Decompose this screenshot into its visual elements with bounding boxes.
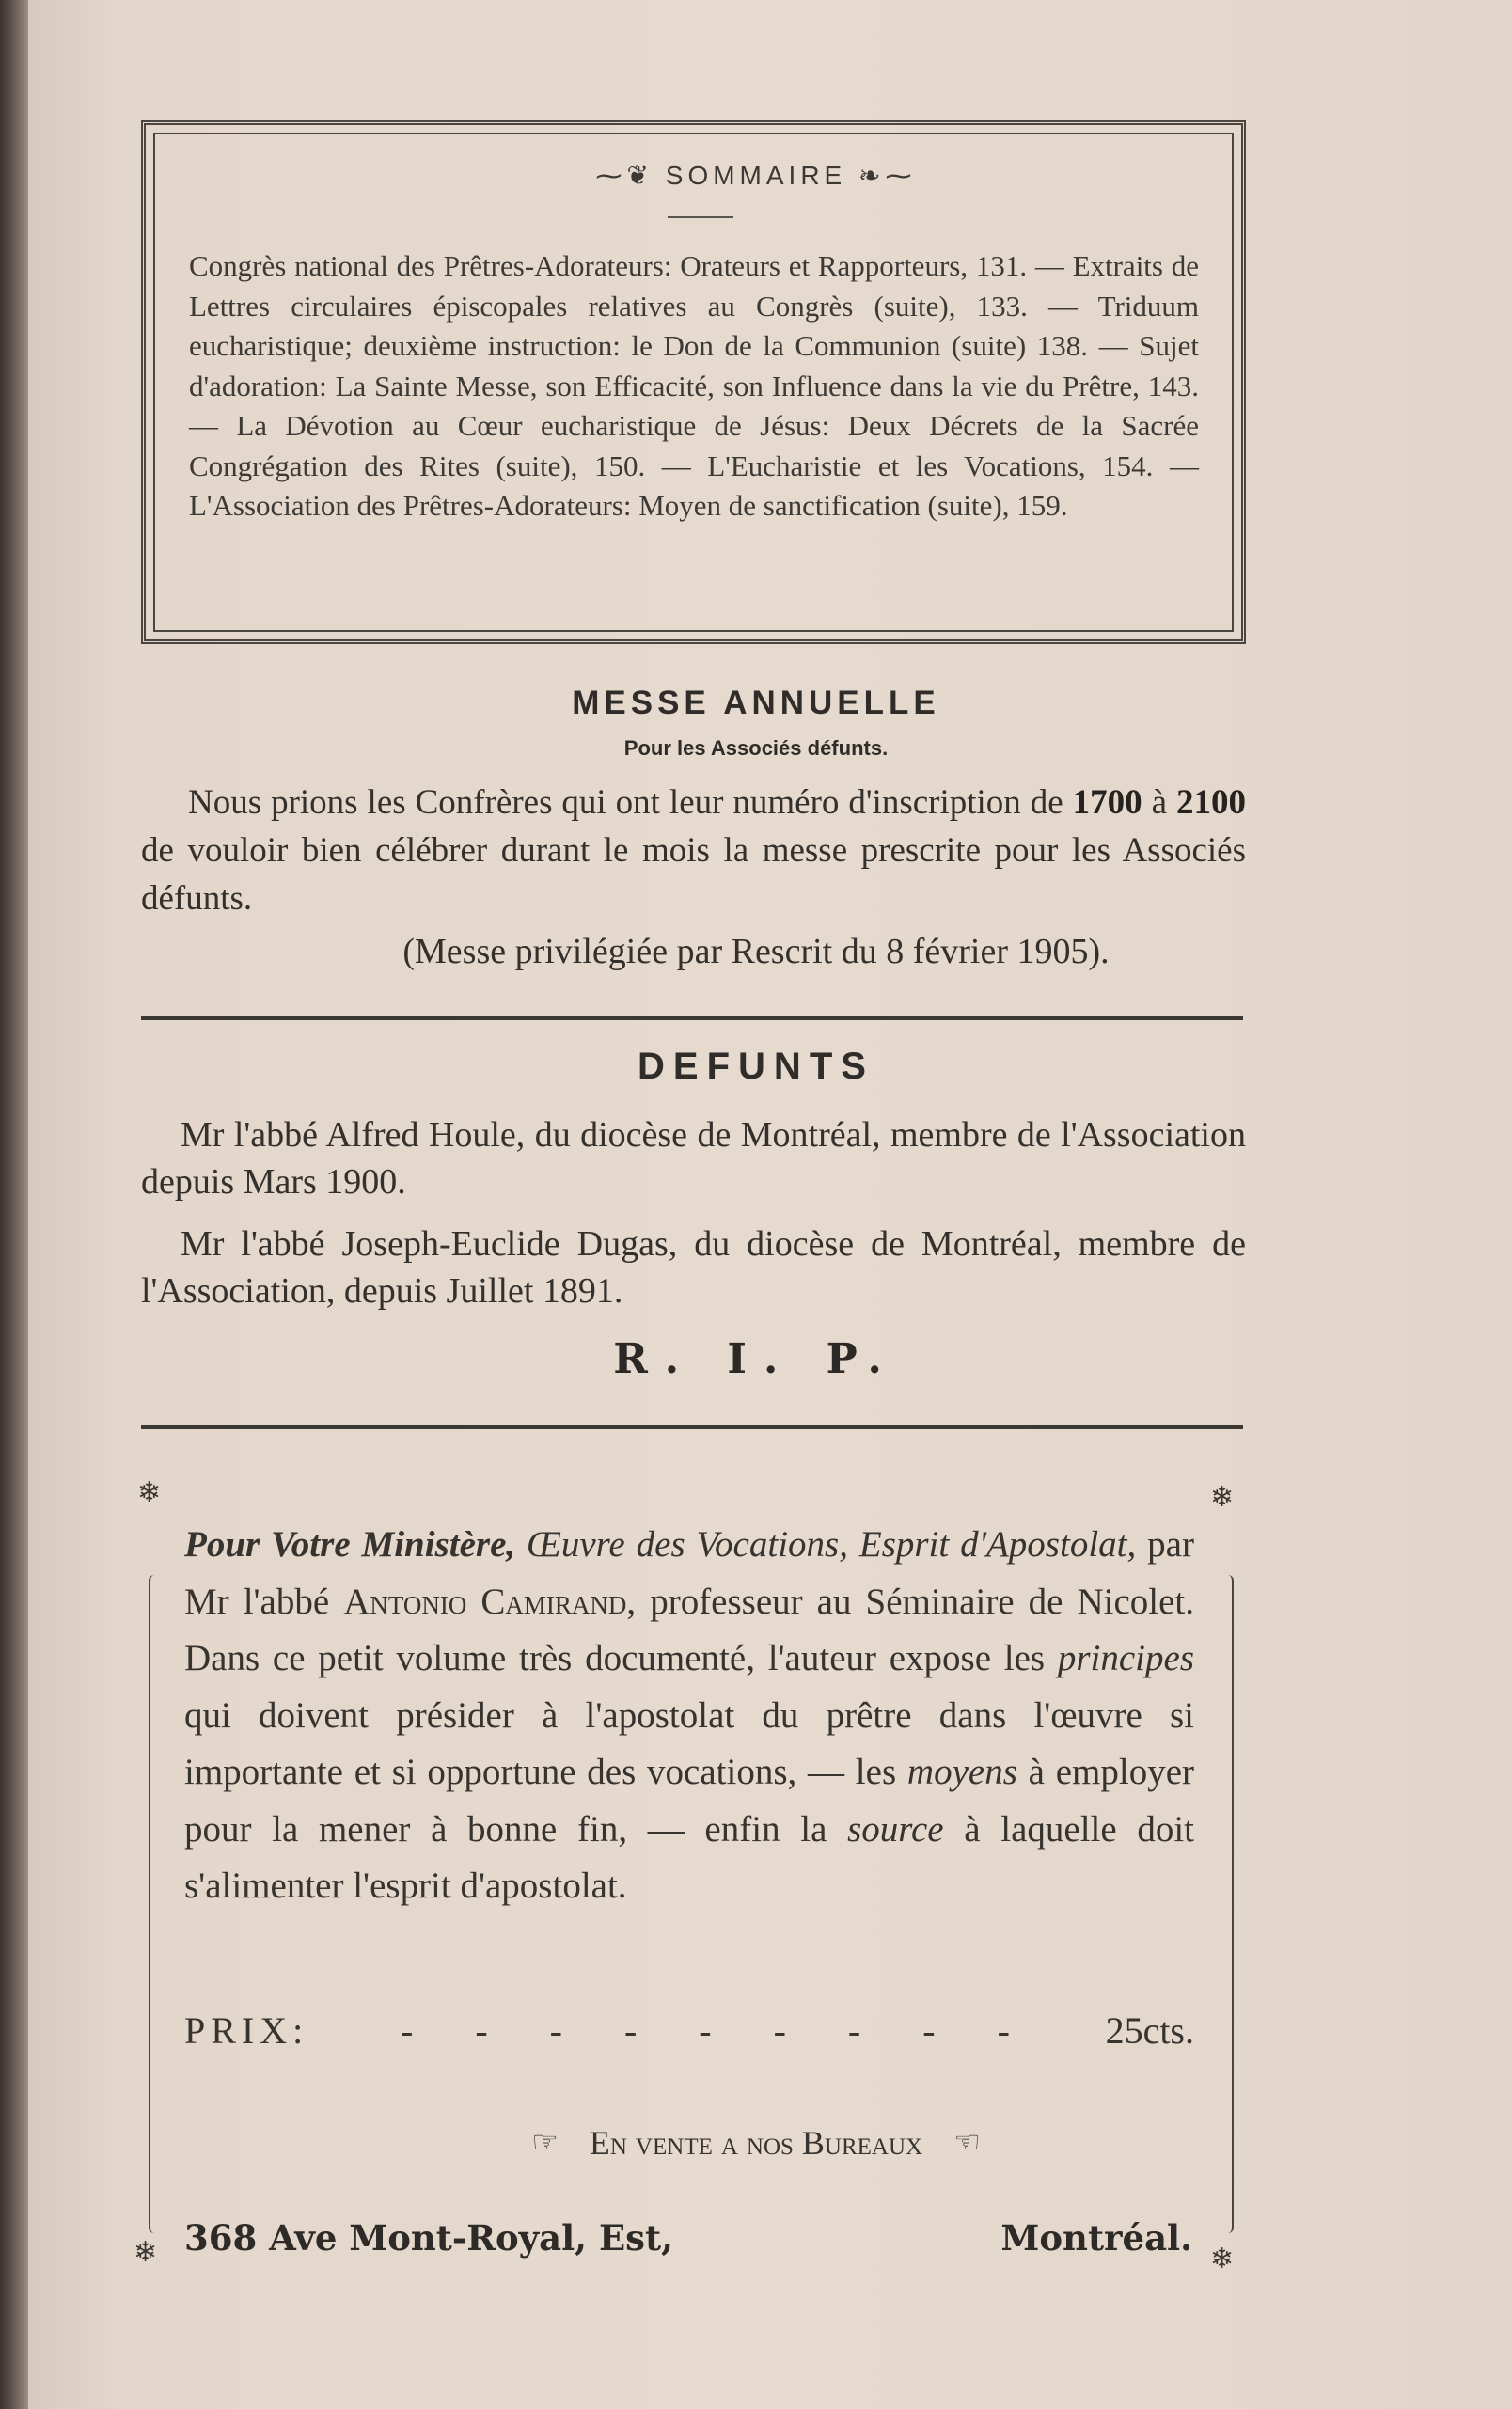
sommaire-text: Congrès national des Prêtres-Adorateurs: Orateurs et Rapporteurs, 131. — Extraits de Lettres circulaires épiscopales relatives au Congrès (suite), 133. — Triduum eucharistique; deuxième instruction: le Don de la Communion (suite) 138. — Sujet d'adoration: La Sainte Messe, son Efficacité, son Influence dans la vie du Prêtre, 143. — La Dévotion au Cœur eucharistique de Jésus: Deux Décrets de la Sacrée Congrégation des Rites (suite), 150. — L'Eucharistie et les Vocations, 154. — L'Association des Prêtres-Adorateurs: Moyen de sanctification (suite), 159. — [189, 249, 1199, 522]
vente-text: En vente a nos Bureaux — [589, 2124, 923, 2162]
price-label: PRIX: — [184, 2009, 309, 2052]
author-name: Antonio Camirand, — [343, 1581, 637, 1622]
flourish-left-icon: ⁓❦ — [595, 161, 654, 190]
address: 368 Ave Mont-Royal, Est, — [184, 2217, 673, 2259]
pointing-hand-right-icon: ☞ — [531, 2125, 559, 2159]
flourish-right-icon: ❧⁓ — [858, 161, 917, 190]
price-value: 25cts. — [1105, 2009, 1194, 2052]
ad-paragraph — [184, 1517, 1194, 1915]
sommaire-heading — [0, 160, 1512, 191]
price-row — [184, 2008, 1194, 2065]
sommaire-title: SOMMAIRE — [665, 161, 847, 190]
messe-title: MESSE ANNUELLE — [572, 685, 940, 721]
ad-emphasis: source — [847, 1808, 944, 1850]
rip: R. I. P. — [613, 1335, 899, 1383]
vente-row — [0, 2123, 1512, 2163]
ad-text-1: professeur au Séminaire de Nicolet. Dans ce petit volume très documenté, l'auteur expose les — [184, 1581, 1195, 1678]
messe-text-1: Nous prions les Confrères qui ont leur numéro d'inscription de — [188, 783, 1063, 822]
book-title: Pour Votre Ministère, — [184, 1524, 516, 1565]
ad-by: par Mr l'abbé — [184, 1524, 1194, 1622]
ad-text-4: à laquelle doit s'alimenter l'esprit d'apostolat. — [184, 1808, 1195, 1906]
defunt-entry: Mr l'abbé Joseph-Euclide Dugas, du diocèse de Montréal, membre de l'Association, depuis Juillet 1891. — [141, 1224, 1246, 1311]
snowflake-ornament-icon: ❄ — [1210, 2244, 1235, 2275]
ad-text-3: à employer pour la mener à bonne fin, — enfin la — [184, 1752, 1194, 1850]
snowflake-ornament-icon: ❄ — [1210, 1482, 1235, 1513]
messe-number-to: 2100 — [1176, 783, 1247, 822]
snowflake-ornament-icon: ❄ — [134, 2237, 158, 2268]
defunts-title: DEFUNTS — [638, 1046, 874, 1087]
price-leader: - - - - - - - - - — [401, 2009, 1036, 2052]
messe-note: (Messe privilégiée par Rescrit du 8 février 1905). — [402, 932, 1110, 971]
ad-emphasis: moyens — [906, 1752, 1017, 1792]
snowflake-ornament-icon: ❄ — [137, 1477, 162, 1508]
messe-text-3: de vouloir bien célébrer durant le mois la messe prescrite pour les Associés défunts. — [141, 831, 1246, 918]
book-gutter — [0, 0, 28, 2409]
city: Montréal. — [1000, 2217, 1192, 2259]
messe-number-from: 1700 — [1072, 783, 1142, 822]
pointing-hand-left-icon: ☜ — [953, 2125, 981, 2159]
section-divider — [141, 1425, 1243, 1429]
messe-text-2: à — [1151, 783, 1168, 822]
messe-subtitle: Pour les Associés défunts. — [623, 736, 889, 760]
sommaire-rule — [668, 216, 733, 218]
ad-text-2: qui doivent présider à l'apostolat du prêtre dans l'œuvre si importante et si opportune des vocations, — les — [184, 1694, 1194, 1792]
section-divider — [141, 1016, 1243, 1020]
ad-emphasis: principes — [1057, 1638, 1195, 1678]
book-subtitle: Œuvre des Vocations, Esprit d'Apostolat, — [527, 1524, 1137, 1565]
messe-paragraph — [141, 779, 1246, 922]
defunt-entry: Mr l'abbé Alfred Houle, du diocèse de Montréal, membre de l'Association depuis Mars 1900. — [141, 1115, 1246, 1202]
